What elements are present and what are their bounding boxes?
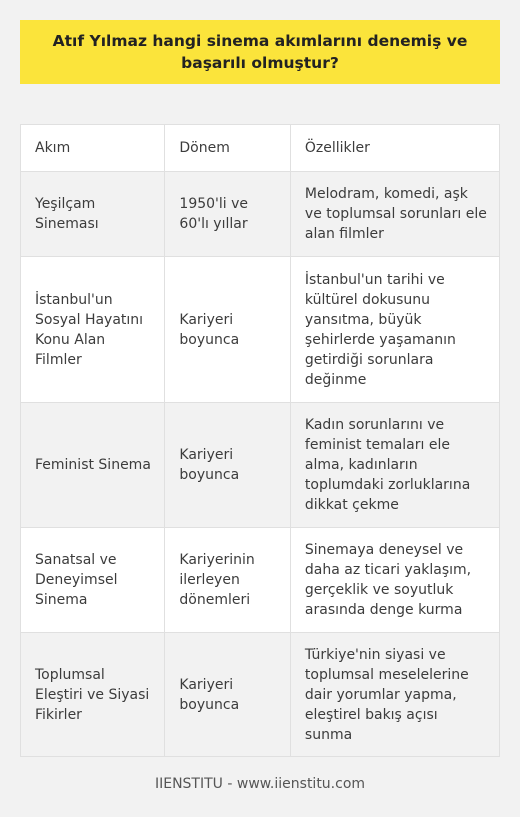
cell-akim: Toplumsal Eleştiri ve Siyasi Fikirler (35, 666, 150, 723)
akim-table (20, 124, 500, 757)
table-row (21, 527, 499, 632)
table-row (21, 171, 499, 256)
cell-ozellikler: İstanbul'un tarihi ve kültürel dokusunu yansıtma, büyük şehirlerde yaşamanın getirdiği sorunlara değinme (290, 257, 499, 402)
cell-akim: Yeşilçam Sineması (35, 196, 99, 232)
cell-ozellikler: Melodram, komedi, aşk ve toplumsal sorunları ele alan filmler (290, 172, 499, 256)
cell-donem: Kariyerinin ilerleyen dönemleri (164, 528, 290, 632)
cell-donem: Kariyeri boyunca (164, 403, 290, 527)
cell-donem: Kariyeri boyunca (164, 257, 290, 402)
footer-source: IIENSTITU - www.iienstitu.com (154, 776, 366, 792)
cell-ozellikler: Türkiye'nin siyasi ve toplumsal meselelerine dair yorumlar yapma, eleştirel bakış açısı sunma (290, 633, 499, 756)
cell-ozellikler: Sinemaya deneysel ve daha az ticari yaklaşım, gerçeklik ve soyutluk arasında denge kurma (290, 528, 499, 632)
table-header-row (21, 125, 499, 171)
table-row (21, 256, 499, 402)
header-donem: Dönem (164, 125, 290, 171)
cell-ozellikler: Kadın sorunlarını ve feminist temaları ele alma, kadınların toplumdaki zorluklarına dikkat çekme (290, 403, 499, 527)
table-row (21, 402, 499, 527)
table-row (21, 632, 499, 756)
page-title (20, 20, 500, 84)
header-ozellikler: Özellikler (290, 125, 499, 171)
header-akim: Akım (35, 140, 71, 156)
title-text: Atıf Yılmaz hangi sinema akımlarını denemiş ve başarılı olmuştur? (52, 32, 468, 72)
cell-donem: Kariyeri boyunca (164, 633, 290, 756)
cell-akim: İstanbul'un Sosyal Hayatını Konu Alan Filmler (35, 291, 144, 368)
cell-akim: Sanatsal ve Deneyimsel Sinema (35, 552, 118, 608)
cell-donem: 1950'li ve 60'lı yıllar (164, 172, 290, 256)
cell-akim: Feminist Sinema (35, 457, 151, 473)
